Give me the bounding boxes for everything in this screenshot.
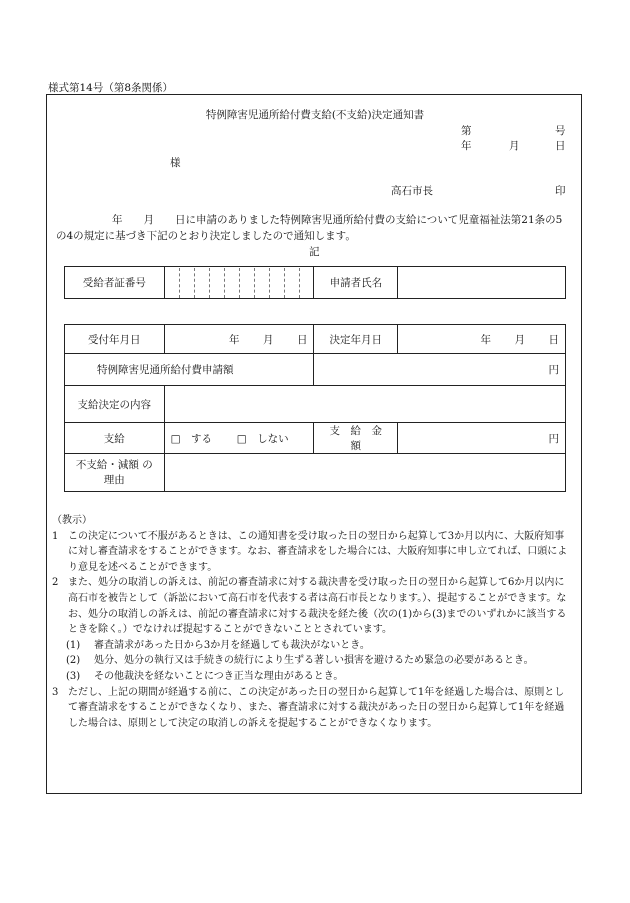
note-number: 3	[52, 686, 59, 698]
digit-box	[180, 268, 195, 298]
note-number: 1	[52, 530, 59, 542]
digit-box	[270, 268, 285, 298]
sub-text: 処分、処分の執行又は手続きの続行により生ずる著しい損害を避けるため緊急の必要があるとき。	[94, 655, 534, 667]
intro-paragraph	[56, 212, 566, 244]
received-date-field[interactable]	[164, 325, 314, 354]
decision-month: 月	[514, 333, 525, 346]
digit-box	[165, 268, 180, 298]
decision-date-label: 決定年月日	[314, 325, 398, 354]
seal-mark: 印	[555, 185, 566, 197]
sub-item	[52, 669, 574, 685]
payment-amount-label: 支 給 金 額	[314, 423, 398, 454]
payment-options	[164, 423, 314, 454]
digit-box	[210, 268, 225, 298]
sub-number: (1)	[66, 639, 81, 651]
received-date-label: 受付年月日	[65, 325, 165, 354]
amount-requested-label: 特例障害児通所給付費申請額	[65, 354, 314, 386]
note-item	[52, 575, 574, 637]
note-text: ただし、上記の期間が経過する前に、この決定があった日の翌日から起算して1年を経過した場合は、原則として審査請求をすることができなくなり、また、審査請求に対する裁決があった日の翌日から起算して1年を経過した場合は、原則として決定の取消しの訴えを提起することができなくなります。	[68, 686, 565, 729]
intro-text: 年 月 日に申請のありました特例障害児通所給付費の支給について児童福祉法第21条の5の4の規定に基づき下記のとおり決定しましたので通知します。	[56, 214, 563, 242]
yen-unit: 円	[548, 432, 559, 445]
date-day-label: 日	[555, 140, 566, 152]
received-month: 月	[262, 333, 274, 346]
payment-label: 支給	[65, 423, 165, 454]
decision-table	[64, 324, 566, 492]
applicant-name-label: 申請者氏名	[314, 267, 398, 299]
cert-number-field[interactable]	[164, 267, 314, 299]
reason-field[interactable]	[164, 454, 565, 492]
decision-year: 年	[480, 333, 491, 346]
payment-amount-field[interactable]	[398, 423, 566, 454]
date-year-label: 年	[461, 140, 472, 152]
issuer-name: 高石市長	[391, 185, 433, 197]
digit-box	[285, 268, 300, 298]
decision-day: 日	[548, 333, 559, 346]
cert-number-label: 受給者証番号	[65, 267, 165, 299]
reason-label: 不支給・減額 の理由	[65, 454, 165, 492]
applicant-name-field[interactable]	[398, 267, 566, 299]
amount-requested-field[interactable]	[314, 354, 566, 386]
digit-box	[240, 268, 255, 298]
form-number-label: 様式第14号（第8条関係）	[48, 82, 174, 94]
recipient-table	[64, 266, 566, 299]
date-month-label: 月	[509, 140, 520, 152]
digit-box	[225, 268, 240, 298]
sub-item	[52, 638, 574, 654]
received-year: 年	[228, 333, 240, 346]
pay-no-checkbox[interactable]: □ しない	[236, 432, 289, 445]
recipient-honorific: 様	[170, 157, 181, 169]
decision-content-label: 支給決定の内容	[65, 386, 165, 423]
received-day: 日	[296, 333, 308, 346]
number-prefix: 第	[461, 125, 472, 137]
note-text: この決定について不服があるときは、この通知書を受け取った日の翌日から起算して3か月以内に、大阪府知事に対し審査請求をすることができます。なお、審査請求をした場合には、大阪府知事に申し立てれば、口頭により意見を述べることができます。	[68, 530, 568, 573]
digit-box	[300, 268, 314, 298]
decision-date-field[interactable]	[398, 325, 566, 354]
pay-yes-checkbox[interactable]: □ する	[170, 432, 213, 445]
sub-item	[52, 653, 574, 669]
sub-number: (3)	[66, 670, 81, 682]
yen-unit: 円	[548, 364, 559, 376]
page-title: 特例障害児通所給付費支給(不支給)決定通知書	[205, 109, 425, 121]
notes-heading: （教示）	[52, 515, 92, 526]
decision-content-field[interactable]	[164, 386, 565, 423]
sub-text: 審査請求があった日から3か月を経過しても裁決がないとき。	[94, 639, 370, 651]
note-number: 2	[52, 577, 59, 589]
number-suffix: 号	[555, 125, 566, 137]
sub-text: その他裁決を経ないことにつき正当な理由があるとき。	[94, 670, 344, 682]
digit-box	[195, 268, 210, 298]
sub-number: (2)	[66, 655, 81, 667]
digit-box	[255, 268, 270, 298]
note-text: また、処分の取消しの訴えは、前記の審査請求に対する裁決書を受け取った日の翌日から起算して6か月以内に高石市を被告として（訴訟において高石市を代表する者は高石市長となります。）、提起することができます。なお、処分の取消しの訴えは、前記の審査請求に対する裁決を経た後（次の(1)から(3)までのいずれかに該当するときを除く。）でなければ提起することができないこととされています。	[68, 577, 567, 636]
instruction-notes	[52, 513, 574, 731]
note-item	[52, 685, 574, 732]
note-item	[52, 529, 574, 576]
ki-label: 記	[309, 246, 320, 258]
